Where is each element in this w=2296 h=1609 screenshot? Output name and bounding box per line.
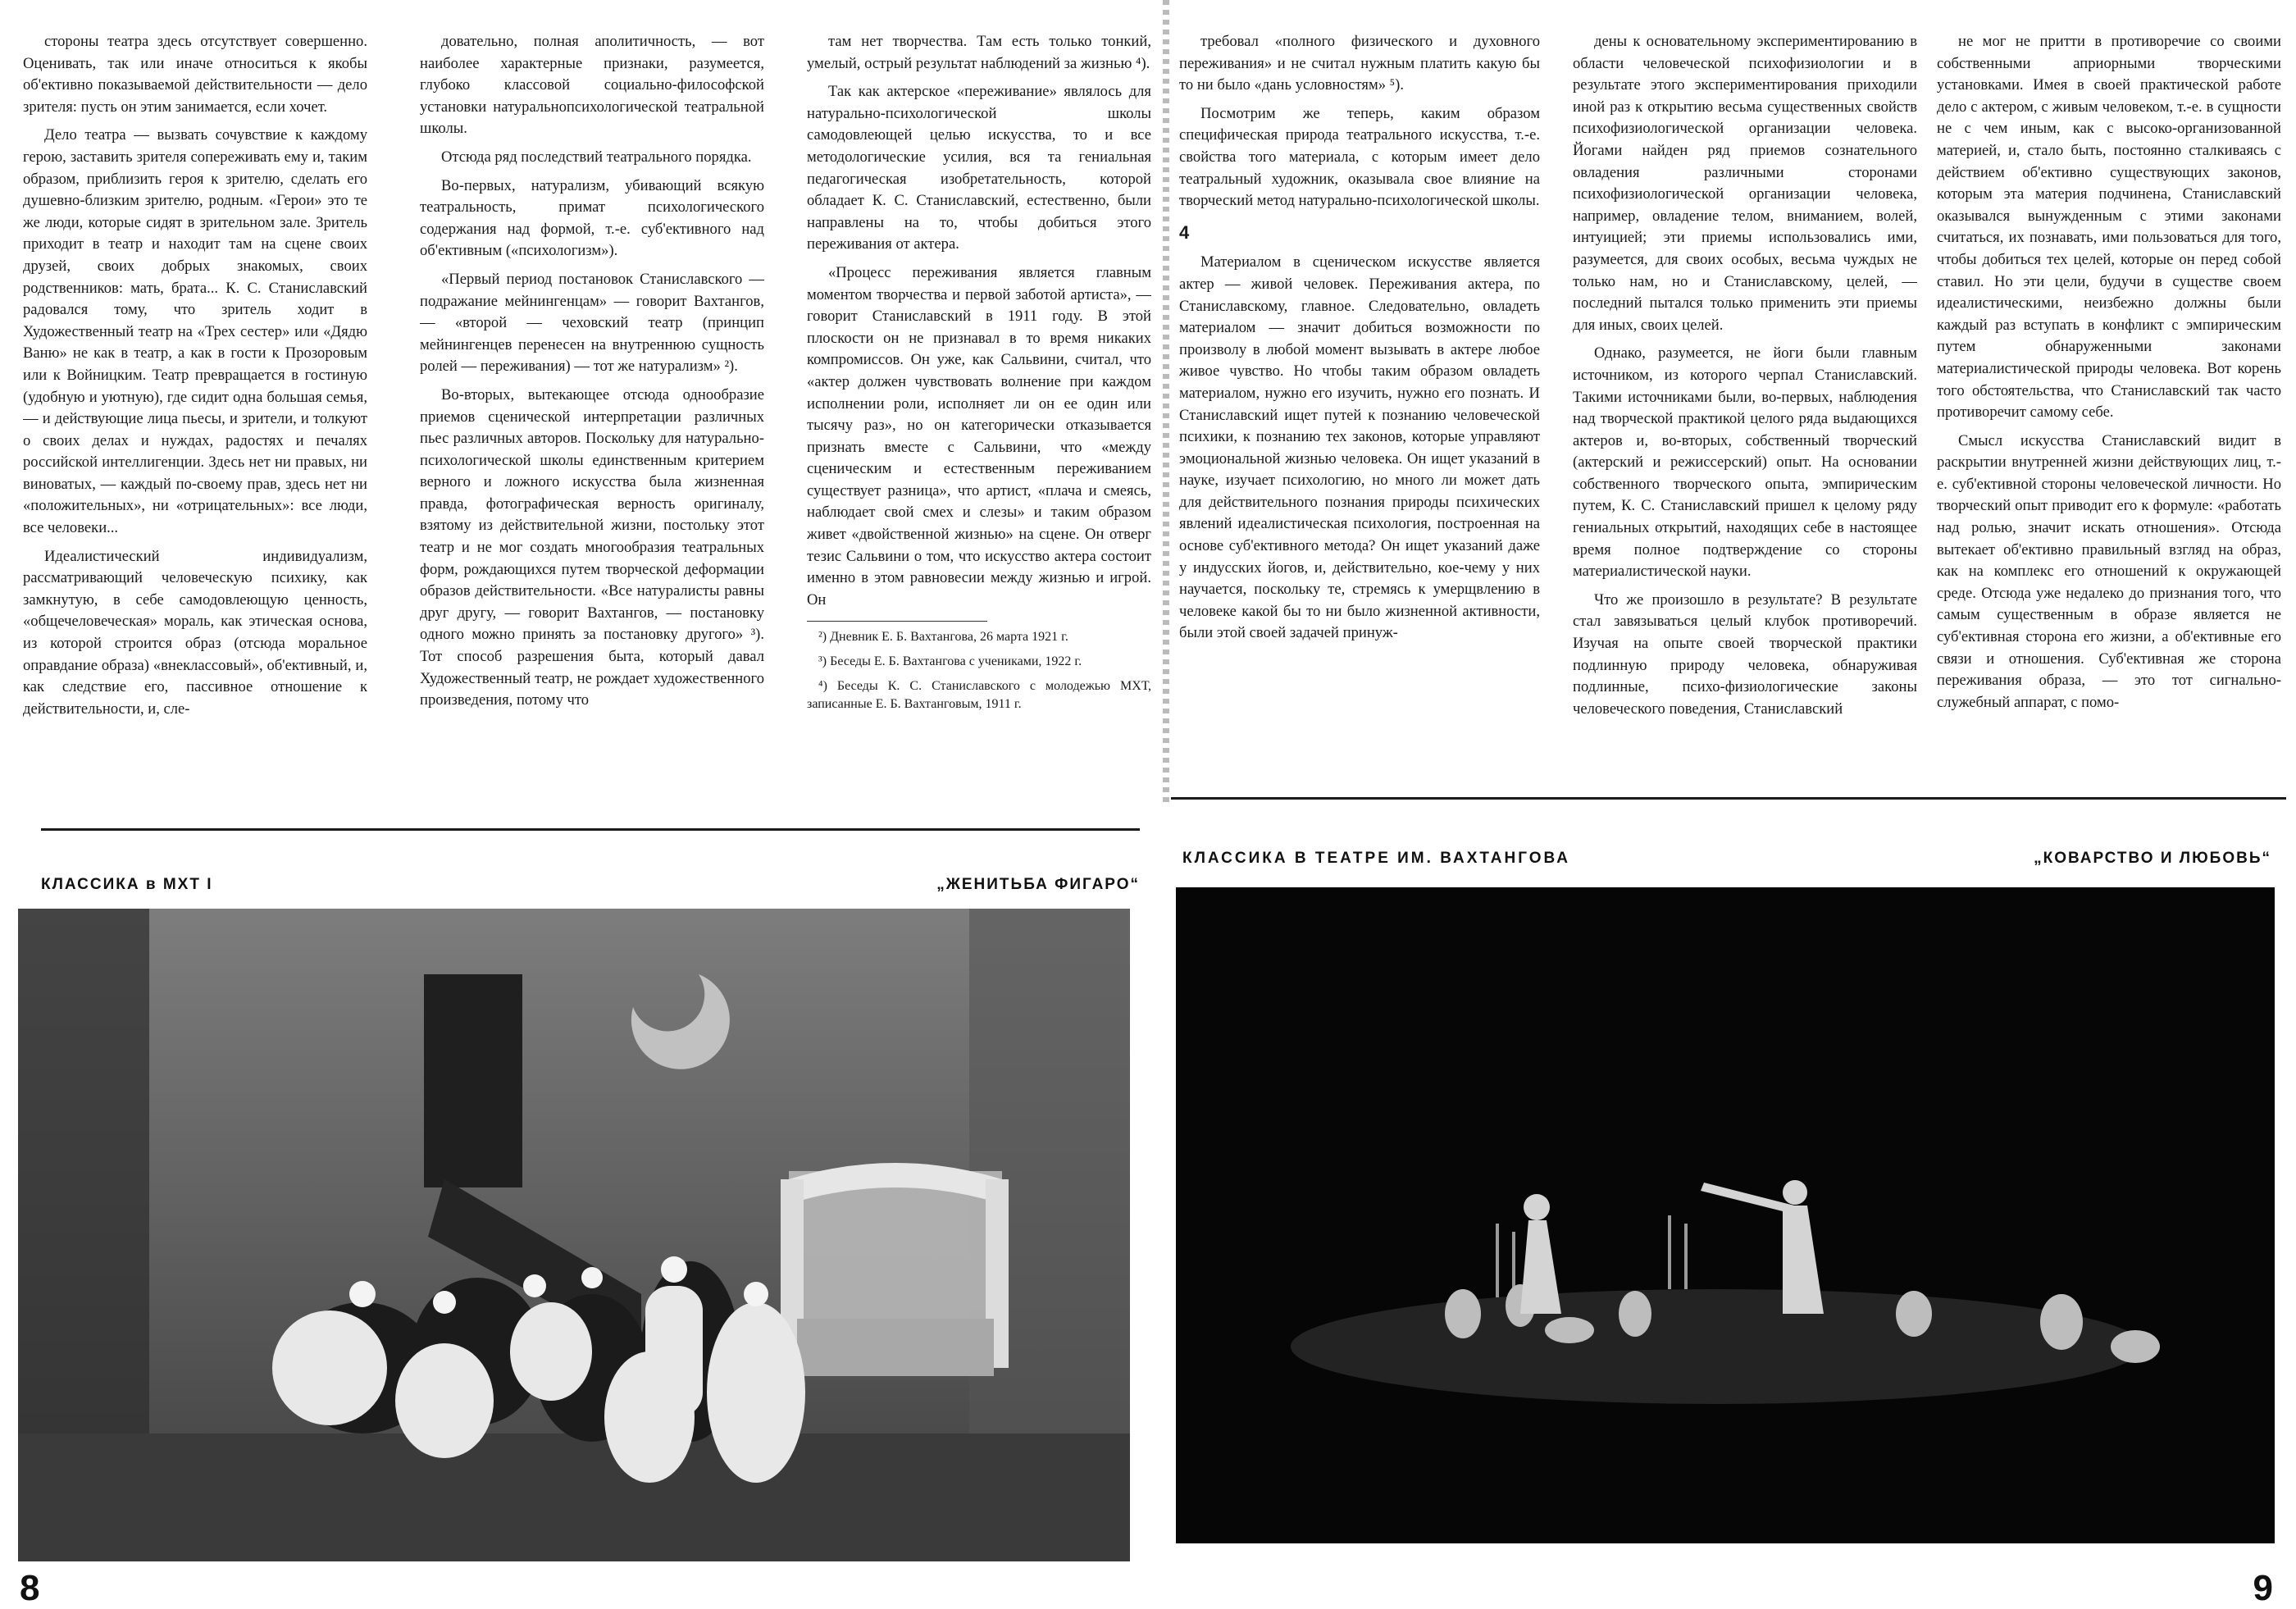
stage-scene-image	[1176, 887, 2275, 1543]
section-number: 4	[1179, 221, 1190, 243]
photo-title: „ЖЕНИТЬБА ФИГАРО“	[936, 876, 1140, 893]
text-column-4	[1179, 31, 1540, 802]
text-column-6	[1937, 31, 2281, 802]
paragraph: Отсюда ряд последствий театрального порядка.	[441, 148, 752, 166]
paragraph: Однако, разумеется, не йоги были главным источником, из которого черпал Станиславский. Такими источниками были, во-первых, наблюдения над творческой практикой целого ряда выдающихся актеров и, во-вторых, собственный творческий (актерский и режиссерский) опыт. На основании собственного творческого опыта, эмпирическим путем, К. С. Станиславский пришел к целому ряду гениальных открытий, находящих себе в настоящее время полное подтверждение со стороны материалистической науки.	[1573, 344, 1917, 581]
paragraph: довательно, полная аполитичность, — вот наиболее характерные признаки, разумеется, глубоко классовой социально-философской установки натуральнопсихологической театральной школы.	[420, 33, 764, 138]
page-number: 9	[2253, 1568, 2273, 1608]
paragraph: Материалом в сценическом искусстве является актер — живой человек. Переживания актера, по Станиславскому, главное. Следовательно, овладеть материалом — значит добиться возможности по произволу в любой момент вызывать в актере любое живое чувство. Но чтобы таким образом овладеть материалом, нужно его изучить, нужно его познать. И Станиславский ищет путей к познанию человеческой психики, к познанию тех законов, которые управляют эмоциональной жизнью человека. Он ищет указаний в науке, изучает психологию, но много ли может дать для действительного познания природы психических явлений идеалистическая психология, построенная на основе суб'ективного метода? Он ищет указаний даже у индусских йогов, и, действительно, кое-чему у них научается, поскольку те, стремясь к умерщвлению в человеке какой бы то ни было жизненной активности, были этой своей задачей принуж-	[1179, 253, 1540, 642]
right-page	[1164, 0, 2296, 1609]
paragraph: Что же произошло в результате? В результате стал завязываться целый клубок противоречий. Изучая на опыте своей творческой практики подлинную природу человека, обнаруживая подлинные, психо-физиологические законы человеческого поведения, Станиславский	[1573, 590, 1917, 718]
photo-section-label: КЛАССИКА В ТЕАТРЕ ИМ. ВАХТАНГОВА	[1182, 850, 1571, 867]
paragraph: Дело театра — вызвать сочувствие к каждому герою, заставить зрителя сопереживать ему и, таким образом, приблизить героя к зрителю, сделать его душевно-близким зрителю, родным. «Герои» это те же люди, которые сидят в зрительном зале. Зритель приходит в театр и находит там на сцене своих друзей, своих добрых знакомых, своих родственников: мать, брата... К. С. Станиславский радовался тому, что зритель ходит в Художественный театр на «Трех сестер» или «Дядю Ваню» не как в театр, а как в гости к Прозоровым или к Войницким. Театр превращается в гостиную (удобную и уютную), где сидит одна большая семья, — и действующие лица пьесы, и зрители, и толкуют о своих делах и нуждах, радостях и печалях российской интеллигенции. Здесь нет ни правых, ни виноватых, — каждый по-своему прав, здесь нет ни «положительных», ни «отрицательных»: все люди, все человеки...	[23, 126, 367, 537]
text-column-5	[1573, 31, 1917, 802]
horizontal-rule	[1171, 797, 2286, 800]
paragraph: Во-первых, натурализм, убивающий всякую театральность, примат психологического содержания над формой, т.-е. суб'ективного над об'ективным («психологизм»).	[420, 176, 764, 260]
paragraph: дены к основательному экспериментированию в области человеческой психофизиологии и в результате этого экспериментирования приходили иной раз к открытию весьма существенных свойств психофизиологической организации человека. Йогами найден ряд приемов сознательного овладения различными сторонами психофизиологической организации человека, например, овладение телом, вниманием, волей, интуицией; эти приемы использовались ими, разумеется, для своих особых, весьма чуждых не только нам, но и Станиславскому, целей, — последний пытался только применить эти приемы для иных, своих целей.	[1573, 33, 1917, 334]
paragraph: Смысл искусства Станиславский видит в раскрытии внутренней жизни действующих лиц, т.-е. суб'ективной стороны человеческой личности. Но творческий опыт приводит его к формуле: «работать над ролью, значит искать отношения». Отсюда вытекает об'ективно правильный взгляд на образ, как на комплекс его отношений к окружающей среде. Отсюда уже недалеко до признания того, что самым существенным в образе является не суб'ективная сторона его жизни, а об'ективные его связи и отношения. Суб'ективная же сторона переживания образа, — это тот сигнально-служебный аппарат, с помо-	[1937, 431, 2281, 711]
footnote: ²) Дневник Е. Б. Вахтангова, 26 марта 1921 г.	[818, 630, 1068, 645]
stage-photo-figaro	[18, 909, 1130, 1561]
photo-section-label: КЛАССИКА в МХТ I	[41, 876, 213, 893]
paragraph: «Первый период постановок Станиславского — подражание мейнингенцам» — говорит Вахтангов, — «второй — чеховский театр (принцип мейнингенцев перенесен на внутреннюю сущность ролей — переживания) — тот же натурализм» ²).	[420, 270, 764, 376]
paragraph: Так как актерское «переживание» являлось для натурально-психологической школы самодовлеющей целью искусства, то и все методологические усилия, вся та гениальная педагогическая изобретательность, которой обладает К. С. Станиславский, естественно, были направлены на то, чтобы добиться этого переживания от актера.	[807, 83, 1151, 253]
text-column-3	[807, 31, 1151, 802]
stage-photo-kovarstvo	[1176, 887, 2275, 1543]
paragraph: Посмотрим же теперь, каким образом специфическая природа театрального искусства, т.-е. свойства того материала, с которым имеет дело театральный художник, оказывала свое влияние на творческий метод натурально-психологической школы.	[1179, 104, 1540, 210]
text-column-1	[23, 31, 367, 802]
footnote-divider	[807, 621, 987, 622]
footnote: ⁴) Беседы К. С. Станиславского с молодежью МХТ, записанные Е. Б. Вахтанговым, 1911 г.	[807, 679, 1151, 712]
paragraph: стороны театра здесь отсутствует совершенно. Оценивать, так или иначе относиться к якобы об'ективно показываемой действительности — дело зрителя: пусть он этим занимается, если хочет.	[23, 33, 367, 116]
paragraph: не мог не притти в противоречие со своими собственными априорными творческими установками. Имея в своей практической работе дело с актером, с живым человеком, т.-е. в сущности не с чем иным, как с высоко-организованной материей, и, стало быть, постоянно сталкиваясь с действием об'ективно существующих законов, которым эта материя подчинена, Станиславский оказывался вынужденным с этими законами считаться, их познавать, ими пользоваться для того, чтобы добиться тех целей, которые он перед собой ставил. Но эти цели, будучи в существе своем идеалистическими, неизбежно должны были каждый раз вступать в конфликт с эмпирическим путем обнаруженными законами материалистической природы человека. Вот корень того обстоятельства, что Станиславский так часто противоречит самому себе.	[1937, 33, 2281, 422]
paragraph: требовал «полного физического и духовного переживания» и не считал нужным платить какую бы то ни было «дань условностям» ⁵).	[1179, 33, 1540, 94]
paragraph: там нет творчества. Там есть только тонкий, умелый, острый результат наблюдений за жизнью ⁴).	[807, 33, 1151, 72]
paragraph: «Процесс переживания является главным моментом творчества и первой заботой артиста», — говорит Станиславский в 1911 году. В этой плоскости он не признавал в то время никаких компромиссов. Он уже, как Сальвини, считал, что «актер должен чувствовать волнение при каждом исполнении роли, исполняет ли он ее один или тысячу раз», но он категорически отказывается признать вместе с Сальвини, что «между сценическим и естественным переживанием существует разница», что артист, «плача и смеясь, наблюдает свой смех и слезы» и таким образом живет «двойственной жизнью» на сцене. Он отверг тезис Сальвини о том, что искусство актера состоит именно в этом равновесии между жизнью и игрой. Он	[807, 263, 1151, 609]
paragraph: Во-вторых, вытекающее отсюда однообразие приемов сценической интерпретации различных пьес различных авторов. Поскольку для натурально-психологической школы единственным критерием верного и ложного искусства была жизненная правда, фотографическая верность оригиналу, взятому из действительной жизни, постольку этот театр и не мог создать многообразия театральных форм, рождающихся путем творческой деформации образов действительности. «Все натуралисты равны друг другу, — говорит Вахтангов, — постановку одного можно принять за постановку другого» ³). Тот способ разрешения быта, который давал Художественный театр, не рождает художественного произведения, потому что	[420, 385, 764, 709]
paragraph: Идеалистический индивидуализм, рассматривающий человеческую психику, как замкнутую, в себе самодовлеющую ценность, «общечеловеческая» мораль, как этическая основа, из которой строится образ (отсюда моральное оправдание образа) «внеклассовый», об'ективный, и, как следствие его, пассивное отношение к действительности, и, сле-	[23, 547, 367, 718]
horizontal-rule	[41, 828, 1140, 831]
text-column-2	[420, 31, 764, 802]
page-number: 8	[20, 1568, 40, 1608]
photo-title: „КОВАРСТВО И ЛЮБОВЬ“	[2034, 850, 2271, 867]
stage-scene-image	[18, 909, 1130, 1561]
footnote: ³) Беседы Е. Б. Вахтангова с учениками, 1922 г.	[818, 654, 1082, 669]
